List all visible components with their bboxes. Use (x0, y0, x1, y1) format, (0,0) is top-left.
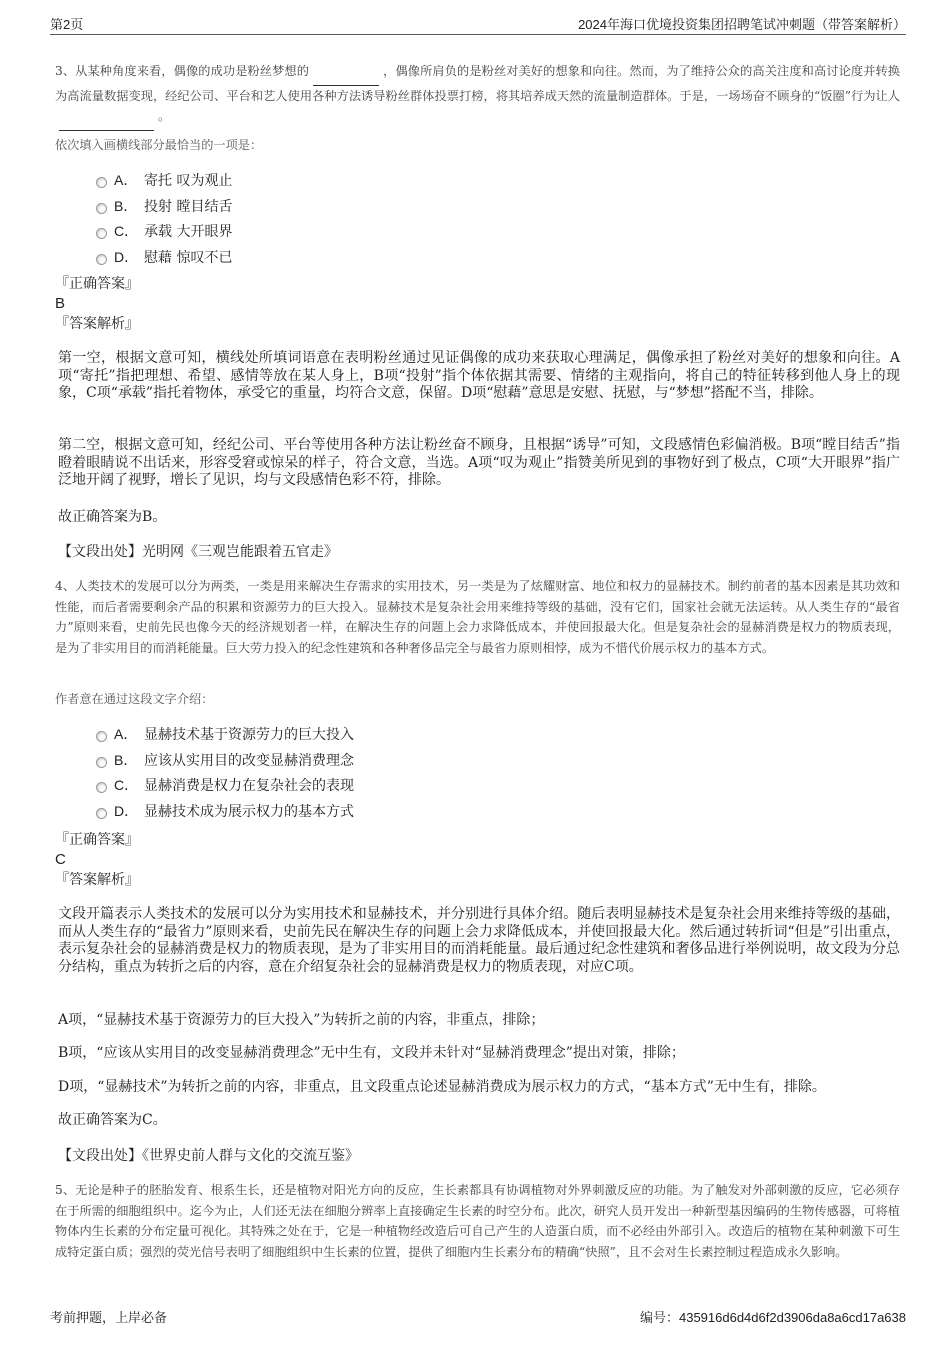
option-text: 慰藉 惊叹不已 (144, 249, 233, 266)
correct-answer: B (55, 295, 66, 312)
question-3-text-part3: 。 (158, 109, 171, 123)
page-number: 第2页 (50, 17, 84, 32)
option-text: 寄托 叹为观止 (144, 173, 233, 189)
radio-icon[interactable] (96, 254, 107, 265)
analysis-conclusion: 故正确答案为B。 (58, 509, 167, 525)
document-title: 2024年海口优境投资集团招聘笔试冲刺题（带答案解析） (578, 17, 906, 32)
source-citation: 【文段出处】《世界史前人群与文化的交流互鉴》 (58, 1148, 359, 1164)
question-4-text: 4、人类技术的发展可以分为两类，一类是用来解决生存需求的实用技术，另一类是为了炫耀财富、地位和权力的显赫技术。制约前者的基本因素是其功效和性能，而后者需要剩余产品的积累和资源劳力的巨大投入。显赫技术是复杂社会用来维持等级的基础，没有它们，国家社会就无法运转。从人类生存的“最省力”原则来看，史前先民也像今天的经济规划者一样，在解决生存的问题上会力求降低成本，并使回报最大化。但是复杂社会的显赫消费是权力的物质表现，是为了非实用目的而消耗能量。巨大劳力投入的纪念性建筑和各种奢侈品完全与最省力原则相悖，成为不惜代价展示权力的基本方式。 (55, 579, 900, 655)
option-letter: B． (114, 751, 138, 768)
correct-answer: C (55, 851, 66, 868)
option-letter: C． (114, 223, 139, 239)
option-letter: A． (114, 726, 138, 742)
option-letter: D． (114, 802, 139, 819)
radio-icon[interactable] (96, 177, 107, 188)
question-5-text: 5、无论是种子的胚胎发育、根系生长，还是植物对阳光方向的反应，生长素都具有协调植物对外界刺激反应的功能。为了触发对外部刺激的反应，它必须存在于所需的细胞组织中。迄今为止，人们还无法在细胞分辨率上直接确定生长素的时空分布。此次，研究人员开发出一种新型基因编码的生物传感器，可将植物体内生长素的分布定量可视化。其特殊之处在于，它是一种植物经改造后可自己产生的人造蛋白质，而不必经由外部引入。改造后的植物在某种刺激下可生成特定蛋白质；强烈的荧光信号表明了细胞组织中生长素的位置，提供了细胞内生长素分布的精确“快照”，且不会对生长素控制过程造成永久影响。 (55, 1183, 900, 1259)
analysis-option-a: A项，“显赫技术基于资源劳力的巨大投入”为转折之前的内容，非重点，排除； (58, 1012, 545, 1028)
radio-icon[interactable] (96, 203, 107, 214)
option-text: 显赫技术基于资源劳力的巨大投入 (144, 727, 354, 743)
option-text: 投射 瞠目结舌 (144, 198, 233, 215)
option-letter: A． (114, 172, 138, 188)
option-letter: C． (114, 777, 139, 793)
page-header (50, 11, 906, 35)
question-4-prompt: 作者意在通过这段文字介绍： (55, 692, 214, 706)
analysis-option-d: D项，“显赫技术”为转折之前的内容，非重点，且文段重点论述显赫消费成为展示权力的方式，“基本方式”无中生有，排除。 (58, 1079, 826, 1095)
option-text: 应该从实用目的改变显赫消费理念 (144, 752, 354, 769)
analysis-conclusion: 故正确答案为C。 (58, 1112, 167, 1128)
source-citation: 【文段出处】光明网《三观岂能跟着五官走》 (58, 544, 338, 560)
answer-label: 『正确答案』 (55, 832, 139, 848)
code-label: 编号： (639, 1310, 679, 1325)
analysis-option-b: B项，“应该从实用目的改变显赫消费理念”无中生有，文段并未针对“显赫消费理念”提出对策，排除； (58, 1045, 685, 1061)
blank-1 (313, 64, 379, 86)
analysis-label: 『答案解析』 (55, 872, 139, 888)
option-text: 显赫技术成为展示权力的基本方式 (144, 803, 354, 820)
document-code (640, 1307, 906, 1326)
question-3-text (55, 61, 900, 131)
analysis-paragraph: 第一空，根据文意可知，横线处所填词语意在表明粉丝通过见证偶像的成功来获取心理满足，偶像承担了粉丝对美好的想象和向往。A项“寄托”指把理想、希望、感情等放在某人身上，B项“投射”指个体依据其需要、情绪的主观指向，将自己的特征转移到他人身上的现象，C项“承载”指托着物体，承受它的重量，均符合文意，保留。D项“慰藉”意思是安慰、抚慰，与“梦想”搭配不当，排除。 (58, 350, 900, 401)
footer-slogan: 考前押题，上岸必备 (50, 1310, 168, 1325)
radio-icon[interactable] (96, 228, 107, 239)
analysis-paragraph: 文段开篇表示人类技术的发展可以分为实用技术和显赫技术，并分别进行具体介绍。随后表明显赫技术是复杂社会用来维持等级的基础，而从人类生存的“最省力”原则来看，史前先民在解决生存的问题上会力求降低成本，并使回报最大化。然后通过转折词“但是”引出重点，表示复杂社会的显赫消费是权力的物质表现，是为了非实用目的而消耗能量。最后通过纪念性建筑和奢侈品进行举例说明，故文段为分总分结构，重点为转折之后的内容，意在介绍复杂社会的显赫消费是权力的物质表现，对应C项。 (58, 906, 900, 975)
blank-2 (59, 109, 154, 131)
question-3-prompt: 依次填入画横线部分最恰当的一项是： (55, 138, 263, 152)
analysis-label: 『答案解析』 (55, 316, 139, 332)
option-letter: B． (114, 197, 138, 214)
radio-icon[interactable] (96, 731, 107, 742)
code-value: 435916d6d4d6f2d3906da8a6cd17a638 (678, 1310, 906, 1325)
question-3-text-part2: ，偶像所肩负的是粉丝对美好的想象和向往。然而，为了维持公众的高关注度和高讨论度并转换为高流量数据变现，经纪公司、平台和艺人使用各种方法诱导粉丝群体投票打榜，将其培养成天然的流量制造群体。于是，一场场奋不顾身的“饭圈”行为让人 (55, 64, 900, 103)
option-letter: D． (114, 248, 139, 265)
option-text: 承载 大开眼界 (144, 224, 233, 240)
analysis-paragraph: 第二空，根据文意可知，经纪公司、平台等使用各种方法让粉丝奋不顾身，且根据“诱导”可知，文段感情色彩偏消极。B项“瞠目结舌”指瞪着眼睛说不出话来，形容受窘或惊呆的样子，符合文意，当选。A项“叹为观止”指赞美所见到的事物好到了极点，C项“大开眼界”指广泛地开阔了视野，增长了见识，均与文段感情色彩不符，排除。 (58, 437, 900, 488)
answer-label: 『正确答案』 (55, 276, 139, 292)
radio-icon[interactable] (96, 757, 107, 768)
question-3-text-part1: 3、从某种角度来看，偶像的成功是粉丝梦想的 (55, 64, 310, 78)
radio-icon[interactable] (96, 782, 107, 793)
option-text: 显赫消费是权力在复杂社会的表现 (144, 778, 354, 794)
radio-icon[interactable] (96, 808, 107, 819)
